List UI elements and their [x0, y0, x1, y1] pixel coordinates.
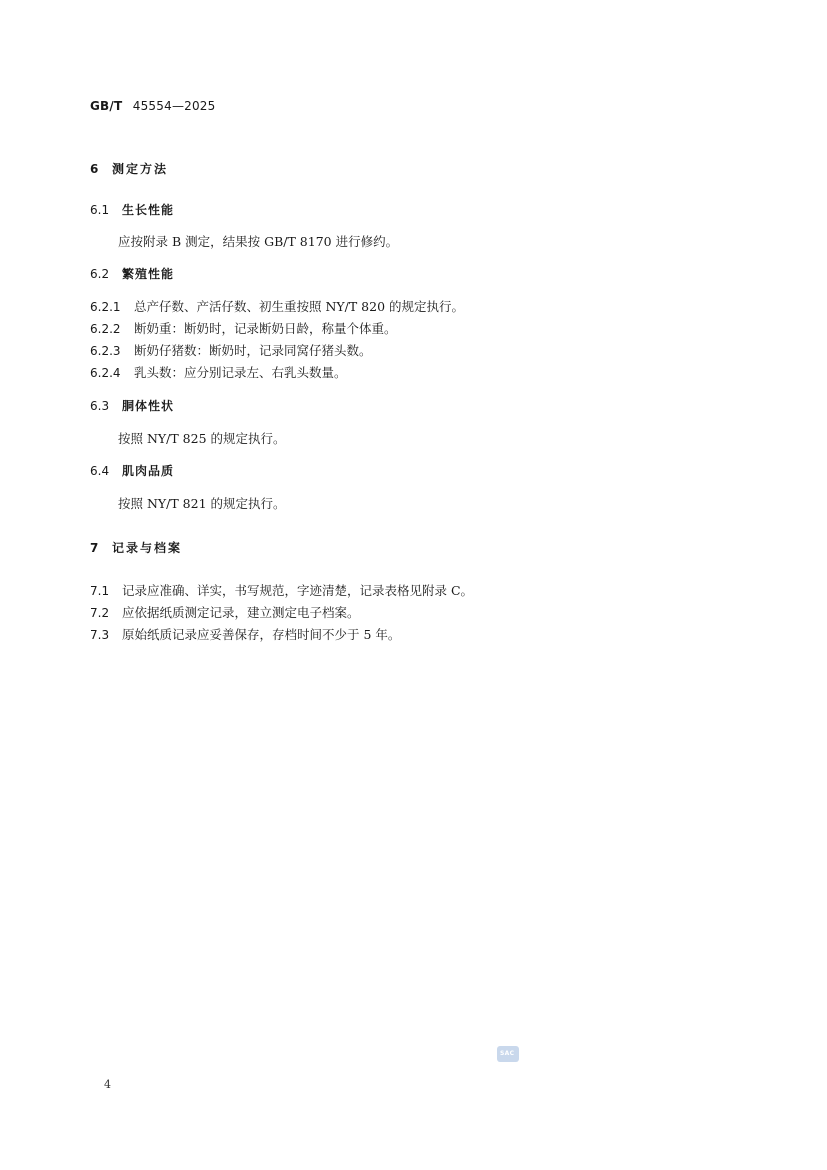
- item-7-3: [90, 625, 400, 643]
- item-6-2-3: [90, 341, 372, 359]
- section-title: 记录与档案: [112, 541, 183, 555]
- sac-logo-icon: [497, 1046, 519, 1062]
- section-6-3-heading: [90, 397, 174, 414]
- item-text: 断奶重：断奶时，记录断奶日龄，称量个体重。: [134, 321, 397, 336]
- item-text: 原始纸质记录应妥善保存，存档时间不少于 5 年。: [122, 627, 401, 642]
- page-number: 4: [104, 1078, 111, 1091]
- standard-code: GB/T: [90, 99, 123, 113]
- subsection-number: 6.1: [90, 203, 110, 217]
- item-text: 总产仔数、产活仔数、初生重按照 NY/T 820 的规定执行。: [134, 299, 465, 314]
- item-6-2-4: [90, 363, 347, 381]
- section-6-4-heading: [90, 462, 174, 479]
- subsection-title: 肌肉品质: [122, 464, 175, 478]
- item-text: 应依据纸质测定记录，建立测定电子档案。: [122, 605, 360, 620]
- subsection-number: 6.3: [90, 399, 110, 413]
- logo-text: SAC: [500, 1050, 515, 1057]
- subsection-number: 6.2: [90, 267, 110, 281]
- section-7-heading: [90, 539, 182, 556]
- section-number: 6: [90, 162, 99, 176]
- item-number: 6.2.1: [90, 300, 121, 314]
- item-number: 6.2.2: [90, 322, 121, 336]
- item-7-1: [90, 581, 473, 599]
- item-number: 6.2.4: [90, 366, 121, 380]
- item-6-2-2: [90, 319, 397, 337]
- section-6-1-heading: [90, 201, 174, 218]
- section-6-1-body: 应按附录 B 测定，结果按 GB/T 8170 进行修约。: [118, 234, 399, 249]
- standard-header: [90, 99, 215, 113]
- item-number: 7.1: [90, 584, 110, 598]
- item-number: 6.2.3: [90, 344, 121, 358]
- item-text: 断奶仔猪数：断奶时，记录同窝仔猪头数。: [134, 343, 372, 358]
- subsection-number: 6.4: [90, 464, 110, 478]
- section-6-heading: [90, 160, 168, 177]
- item-number: 7.2: [90, 606, 110, 620]
- section-6-4-body: 按照 NY/T 821 的规定执行。: [118, 496, 286, 511]
- subsection-title: 生长性能: [122, 203, 175, 217]
- item-text: 乳头数：应分别记录左、右乳头数量。: [134, 365, 347, 380]
- subsection-title: 胴体性状: [122, 399, 175, 413]
- section-6-2-heading: [90, 265, 174, 282]
- section-6-3-body: 按照 NY/T 825 的规定执行。: [118, 431, 286, 446]
- subsection-title: 繁殖性能: [122, 267, 175, 281]
- item-7-2: [90, 603, 360, 621]
- section-number: 7: [90, 541, 99, 555]
- item-6-2-1: [90, 297, 464, 315]
- item-text: 记录应准确、详实，书写规范，字迹清楚，记录表格见附录 C。: [122, 583, 474, 598]
- item-number: 7.3: [90, 628, 110, 642]
- standard-number: 45554—2025: [132, 99, 216, 113]
- section-title: 测定方法: [112, 162, 169, 176]
